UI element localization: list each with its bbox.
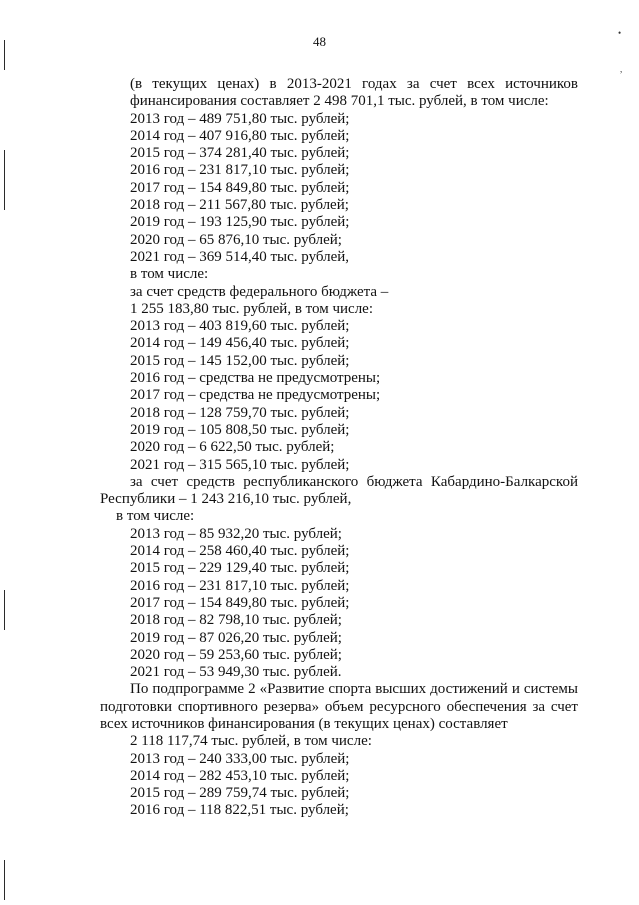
scan-speck: • — [618, 28, 622, 38]
text-line: 2017 год – 154 849,80 тыс. рублей; — [130, 594, 350, 611]
text-line: 2019 год – 87 026,20 тыс. рублей; — [130, 629, 342, 646]
scan-edge-mark — [4, 590, 5, 630]
text-line: 2016 год – 231 817,10 тыс. рублей; — [130, 162, 350, 179]
text-line: 2019 год – 193 125,90 тыс. рублей; — [130, 214, 350, 231]
text-line: 2013 год – 489 751,80 тыс. рублей; — [130, 110, 350, 127]
text-line: 2020 год – 59 253,60 тыс. рублей; — [130, 646, 342, 663]
text-line: 2015 год – 145 152,00 тыс. рублей; — [130, 352, 350, 369]
text-line: (в текущих ценах) в 2013-2021 годах за счет всех источников — [130, 76, 578, 92]
text-line: всех источников финансирования (в текущих ценах) составляет — [100, 715, 508, 732]
text-line: 2014 год – 282 453,10 тыс. рублей; — [130, 767, 350, 784]
text-line: 2016 год – 231 817,10 тыс. рублей; — [130, 577, 350, 594]
text-line: 2021 год – 53 949,30 тыс. рублей. — [130, 664, 342, 681]
text-line: 2013 год – 403 819,60 тыс. рублей; — [130, 318, 350, 335]
text-line: 2017 год – 154 849,80 тыс. рублей; — [130, 179, 350, 196]
text-line: 2015 год – 374 281,40 тыс. рублей; — [130, 145, 350, 162]
text-line: за счет средств республиканского бюджета Кабардино-Балкарской — [130, 473, 578, 490]
scan-edge-mark — [4, 150, 5, 210]
document-body — [100, 76, 578, 820]
text-line: 2014 год – 149 456,40 тыс. рублей; — [130, 335, 350, 352]
scan-speck: , — [620, 64, 623, 74]
text-line: за счет средств федерального бюджета – — [130, 283, 389, 300]
text-line: 2021 год – 369 514,40 тыс. рублей, — [130, 248, 350, 265]
text-line: 2014 год – 258 460,40 тыс. рублей; — [130, 543, 350, 560]
text-line: 2018 год – 211 567,80 тыс. рублей; — [130, 197, 349, 214]
text-line: 2021 год – 315 565,10 тыс. рублей; — [130, 456, 350, 473]
text-line: 2020 год – 6 622,50 тыс. рублей; — [130, 439, 335, 456]
text-line: 2015 год – 289 759,74 тыс. рублей; — [130, 785, 350, 802]
text-line: Республики – 1 243 216,10 тыс. рублей, — [100, 491, 352, 508]
text-line: 2 118 117,74 тыс. рублей, в том числе: — [130, 733, 372, 750]
text-line: 2013 год – 240 333,00 тыс. рублей; — [130, 750, 350, 767]
text-line: 2017 год – средства не предусмотрены; — [130, 387, 381, 404]
text-line: 2018 год – 128 759,70 тыс. рублей; — [130, 404, 350, 421]
text-line: 2019 год – 105 808,50 тыс. рублей; — [130, 421, 350, 438]
text-line: 2016 год – средства не предусмотрены; — [130, 370, 381, 387]
text-line: 2018 год – 82 798,10 тыс. рублей; — [130, 612, 342, 629]
text-line: подготовки спортивного резерва» объем ресурсного обеспечения за счет — [100, 698, 578, 715]
scan-edge-mark — [4, 860, 5, 900]
page-number: 48 — [313, 34, 326, 49]
text-line: в том числе: — [130, 266, 209, 283]
text-line: 2016 год – 118 822,51 тыс. рублей; — [130, 802, 349, 819]
text-line: 2015 год – 229 129,40 тыс. рублей; — [130, 560, 350, 577]
text-line: финансирования составляет 2 498 701,1 тыс. рублей, в том числе: — [130, 93, 549, 110]
text-line: По подпрограмме 2 «Развитие спорта высших достижений и системы — [130, 681, 578, 698]
text-line: 2020 год – 65 876,10 тыс. рублей; — [130, 231, 342, 248]
scan-edge-mark — [4, 40, 5, 70]
text-line: 1 255 183,80 тыс. рублей, в том числе: — [130, 300, 374, 317]
text-line: 2013 год – 85 932,20 тыс. рублей; — [130, 525, 342, 542]
text-line: 2014 год – 407 916,80 тыс. рублей; — [130, 127, 350, 144]
text-line: в том числе: — [116, 508, 195, 525]
